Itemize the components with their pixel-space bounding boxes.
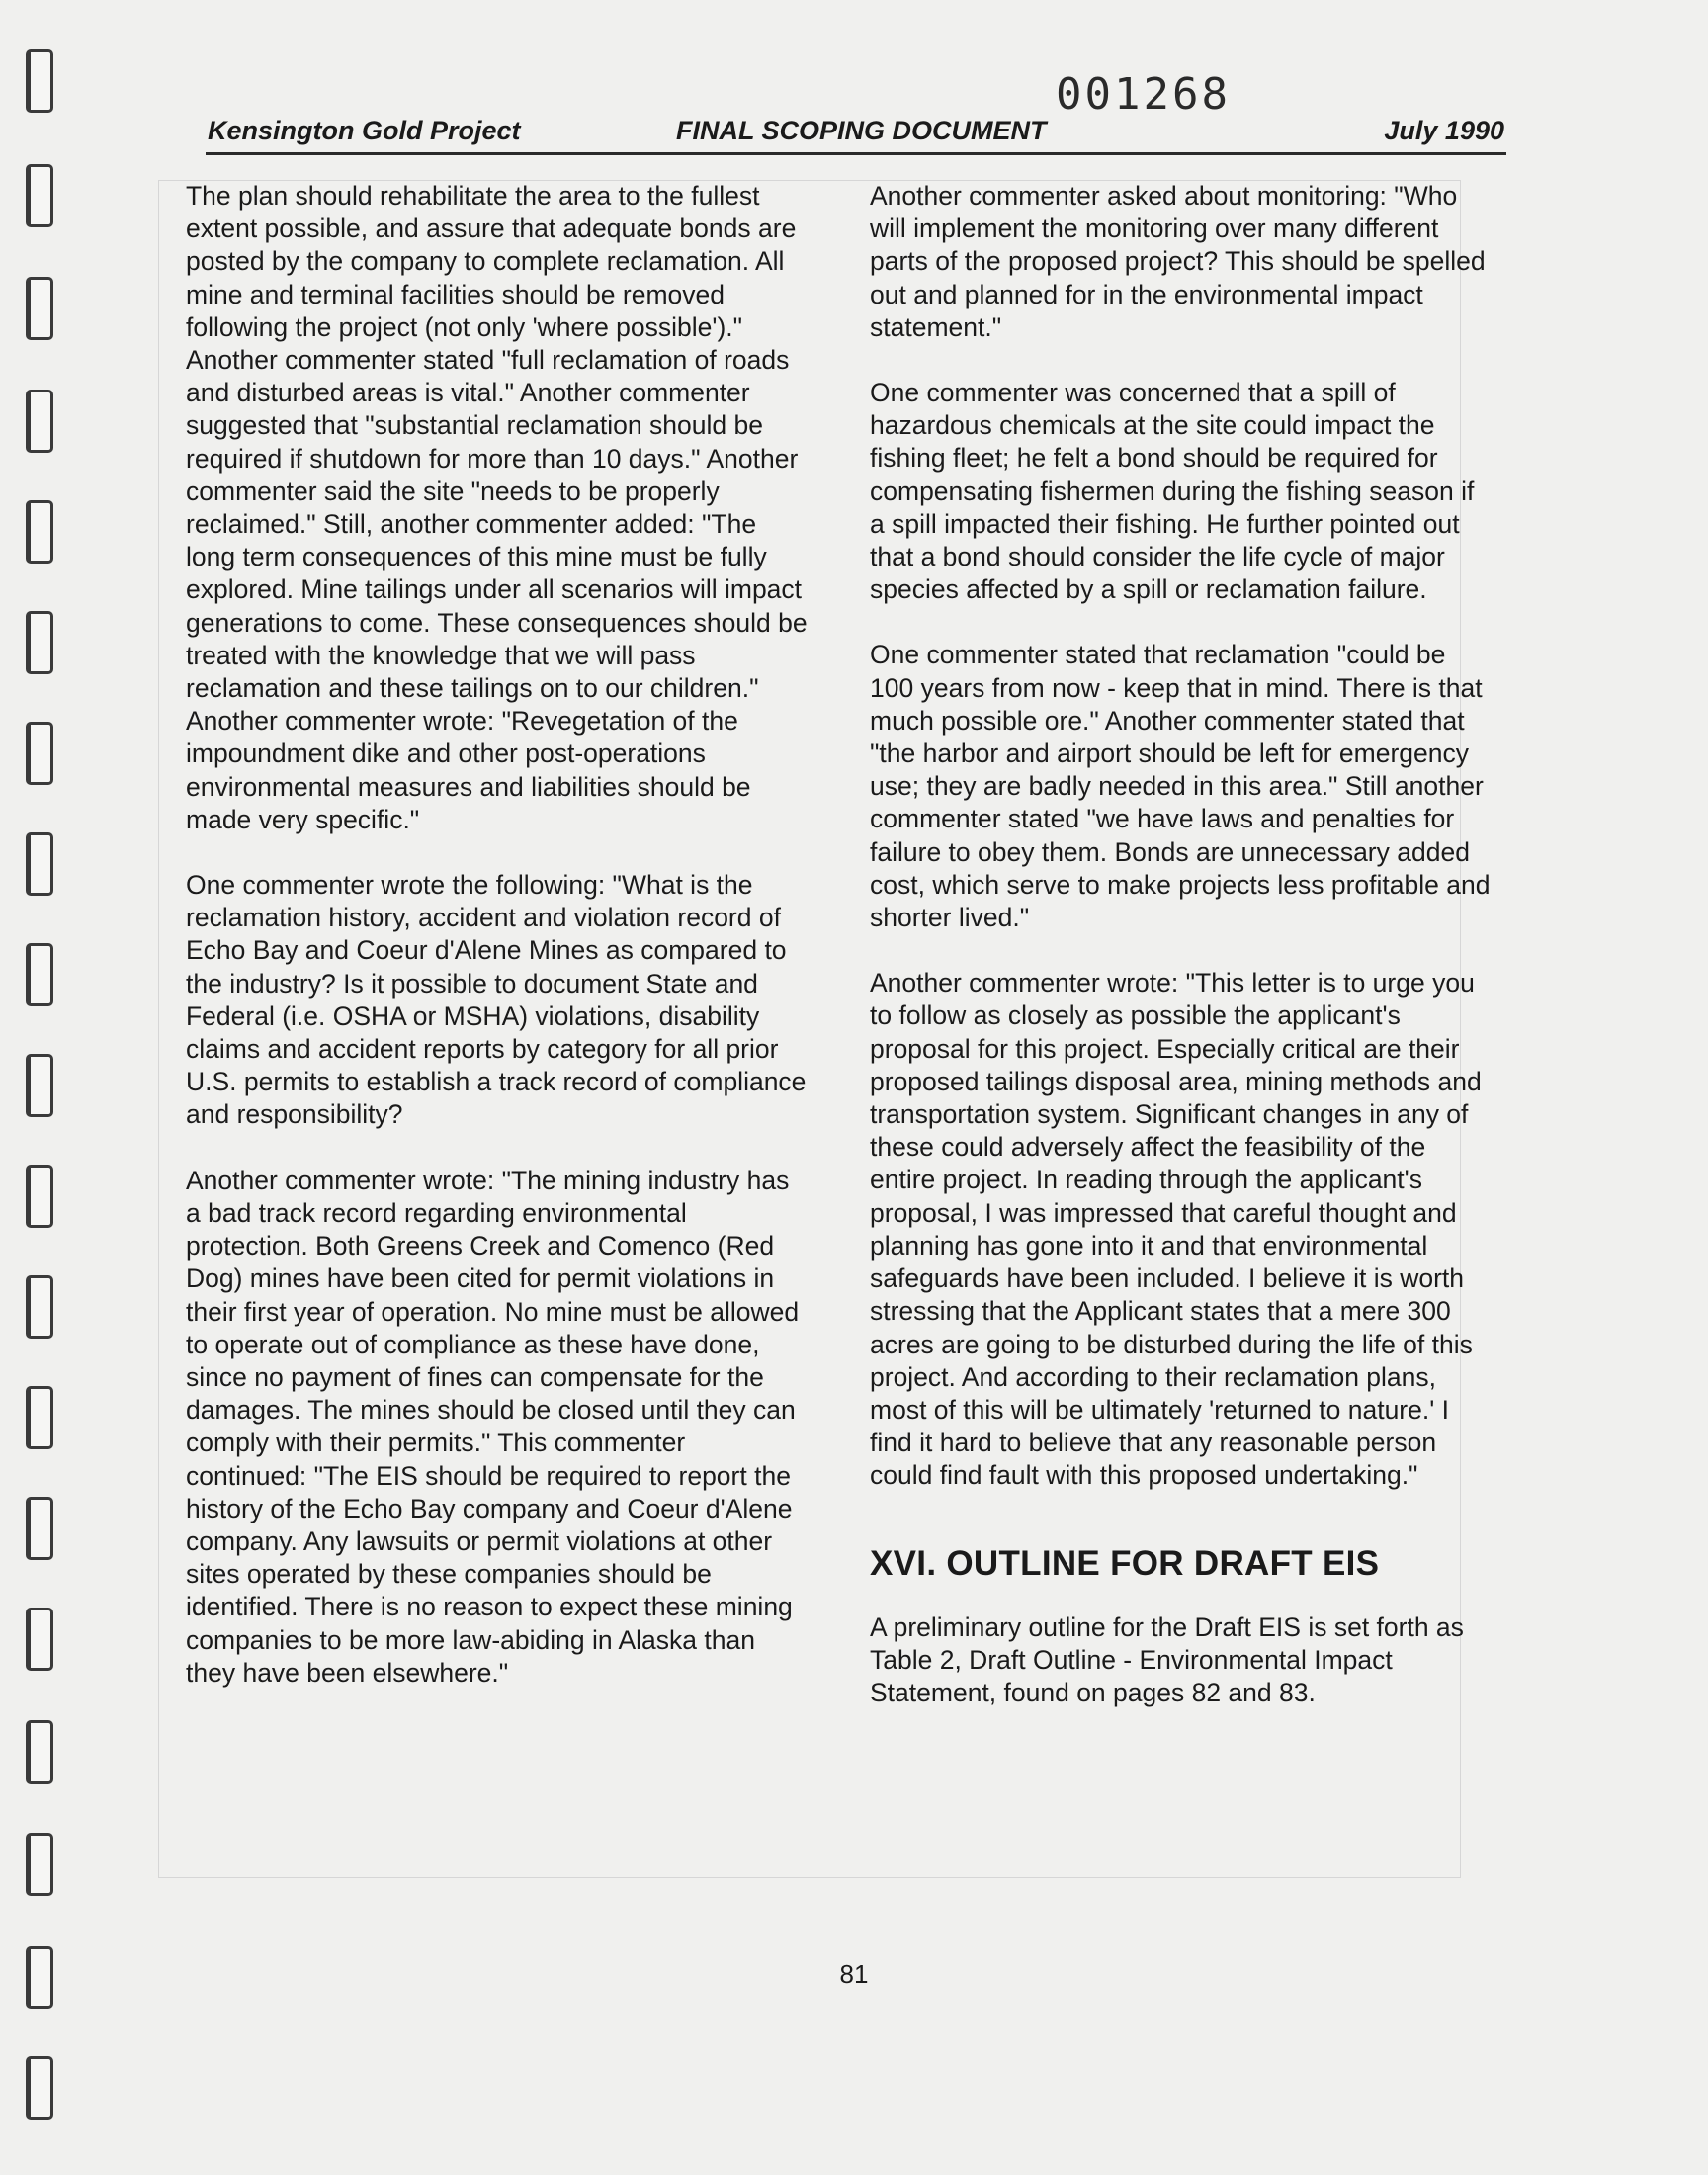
right-column xyxy=(870,180,1493,1742)
binder-hole-icon xyxy=(26,1054,53,1117)
binder-hole-icon xyxy=(26,722,53,785)
running-header xyxy=(206,107,1506,155)
left-column xyxy=(186,180,809,1722)
binder-hole-icon xyxy=(26,1497,53,1560)
binder-hole-icon xyxy=(26,1608,53,1671)
binder-hole-icon xyxy=(26,49,53,113)
paragraph-monitoring: Another commenter asked about monitoring: "Who will implement the monitoring over many different parts of the proposed project? This should be spelled out and planned for in the environmental impact statement." xyxy=(870,181,1486,342)
page-number: 81 xyxy=(839,1959,869,1989)
binder-hole-icon xyxy=(26,164,53,227)
binder-hole-icon xyxy=(26,943,53,1006)
binder-hole-icon xyxy=(26,1165,53,1228)
binder-hole-icon xyxy=(26,1833,53,1896)
binder-hole-icon xyxy=(26,1386,53,1449)
paragraph-spill-bond: One commenter was concerned that a spill of hazardous chemicals at the site could impact the fishing fleet; he felt a bond should be required for compensating fishermen during the fishing season if a spill impacted their fishing. He further pointed out that a bond should consider the life cycle of major species affected by a spill or reclamation failure. xyxy=(870,378,1475,605)
paragraph-track-record: Another commenter wrote: "The mining industry has a bad track record regarding environmental protection. Both Greens Creek and Comenco (Red Dog) mines have been cited for permit violations in their first year of operation. No mine must be allowed to operate out of compliance as these have done, since no payment of fines can compensate for the damages. The mines should be closed until they can comply with their permits." This commenter continued: "The EIS should be required to report the history of the Echo Bay company and Coeur d'Alene company. Any lawsuits or permit violations at other sites operated by these companies should be identified. There is no reason to expect these mining companies to be more law-abiding in Alaska than they have been elsewhere." xyxy=(186,1165,800,1688)
paragraph-reclamation-comments: The plan should rehabilitate the area to the fullest extent possible, and assure that adequate bonds are posted by the company to complete reclamation. All mine and terminal facilities should be removed following the project (not only 'where possible')." Another commenter stated "full reclamation of roads and disturbed areas is vital." Another commenter suggested that "substantial reclamation should be required if shutdown for more than 10 days." Another commenter said the site "needs to be properly reclaimed." Still, another commenter added: "The long term consequences of this mine must be fully explored. Mine tailings under all scenarios will impact generations to come. These consequences should be treated with the knowledge that we will pass reclamation and these tailings on to our children." Another commenter wrote: "Revegetation of the impoundment dike and other post-operations environmental measures and liabilities should be made very specific." xyxy=(186,181,808,834)
section-heading: XVI. OUTLINE FOR DRAFT EIS xyxy=(870,1543,1380,1583)
binder-hole-icon xyxy=(26,1720,53,1784)
paragraph-outline-reference: A preliminary outline for the Draft EIS is set forth as Table 2, Draft Outline - Environmental Impact Statement, found on pages 82 and 83. xyxy=(870,1611,1464,1707)
header-project-name: Kensington Gold Project xyxy=(208,116,521,145)
paragraph-reclamation-timeline: One commenter stated that reclamation "could be 100 years from now - keep that in mind. There is that much possible ore." Another commenter stated that "the harbor and airport should be left for emergency use; they are badly needed in this area." Still another commenter stated "we have laws and penalties for failure to obey them. Bonds are unnecessary added cost, which serve to make projects less profitable and shorter lived." xyxy=(870,640,1491,933)
binder-hole-icon xyxy=(26,2056,53,2120)
binder-hole-icon xyxy=(26,500,53,564)
bates-stamp-number: 001268 xyxy=(1056,69,1231,120)
binder-hole-icon xyxy=(26,832,53,896)
header-date: July 1990 xyxy=(1384,116,1504,145)
header-document-title: FINAL SCOPING DOCUMENT xyxy=(676,116,1047,145)
binder-hole-icon xyxy=(26,390,53,453)
paragraph-applicant-support: Another commenter wrote: "This letter is to urge you to follow as closely as possible the applicant's proposal for this project. Especially critical are their proposed tailings disposal area, mining methods and transportation system. Significant changes in any of these could adversely affect the feasibility of the entire project. In reading through the applicant's proposal, I was impressed that careful thought and planning has gone into it and that environmental safeguards have been included. I believe it is worth stressing that the Applicant states that a mere 300 acres are going to be disturbed during the life of this project. And according to their reclamation plans, most of this will be ultimately 'returned to nature.' I find it hard to believe that any reasonable person could find fault with this proposed undertaking." xyxy=(870,968,1482,1491)
binder-hole-icon xyxy=(26,1275,53,1339)
binder-hole-icon xyxy=(26,277,53,340)
binder-holes xyxy=(26,49,65,2145)
binder-hole-icon xyxy=(26,611,53,674)
paragraph-violation-record: One commenter wrote the following: "What is the reclamation history, accident and violation record of Echo Bay and Coeur d'Alene Mines as compared to the industry? Is it possible to document State and Federal (i.e. OSHA or MSHA) violations, disability claims and accident reports by category for all prior U.S. permits to establish a track record of compliance and responsibility? xyxy=(186,870,807,1130)
